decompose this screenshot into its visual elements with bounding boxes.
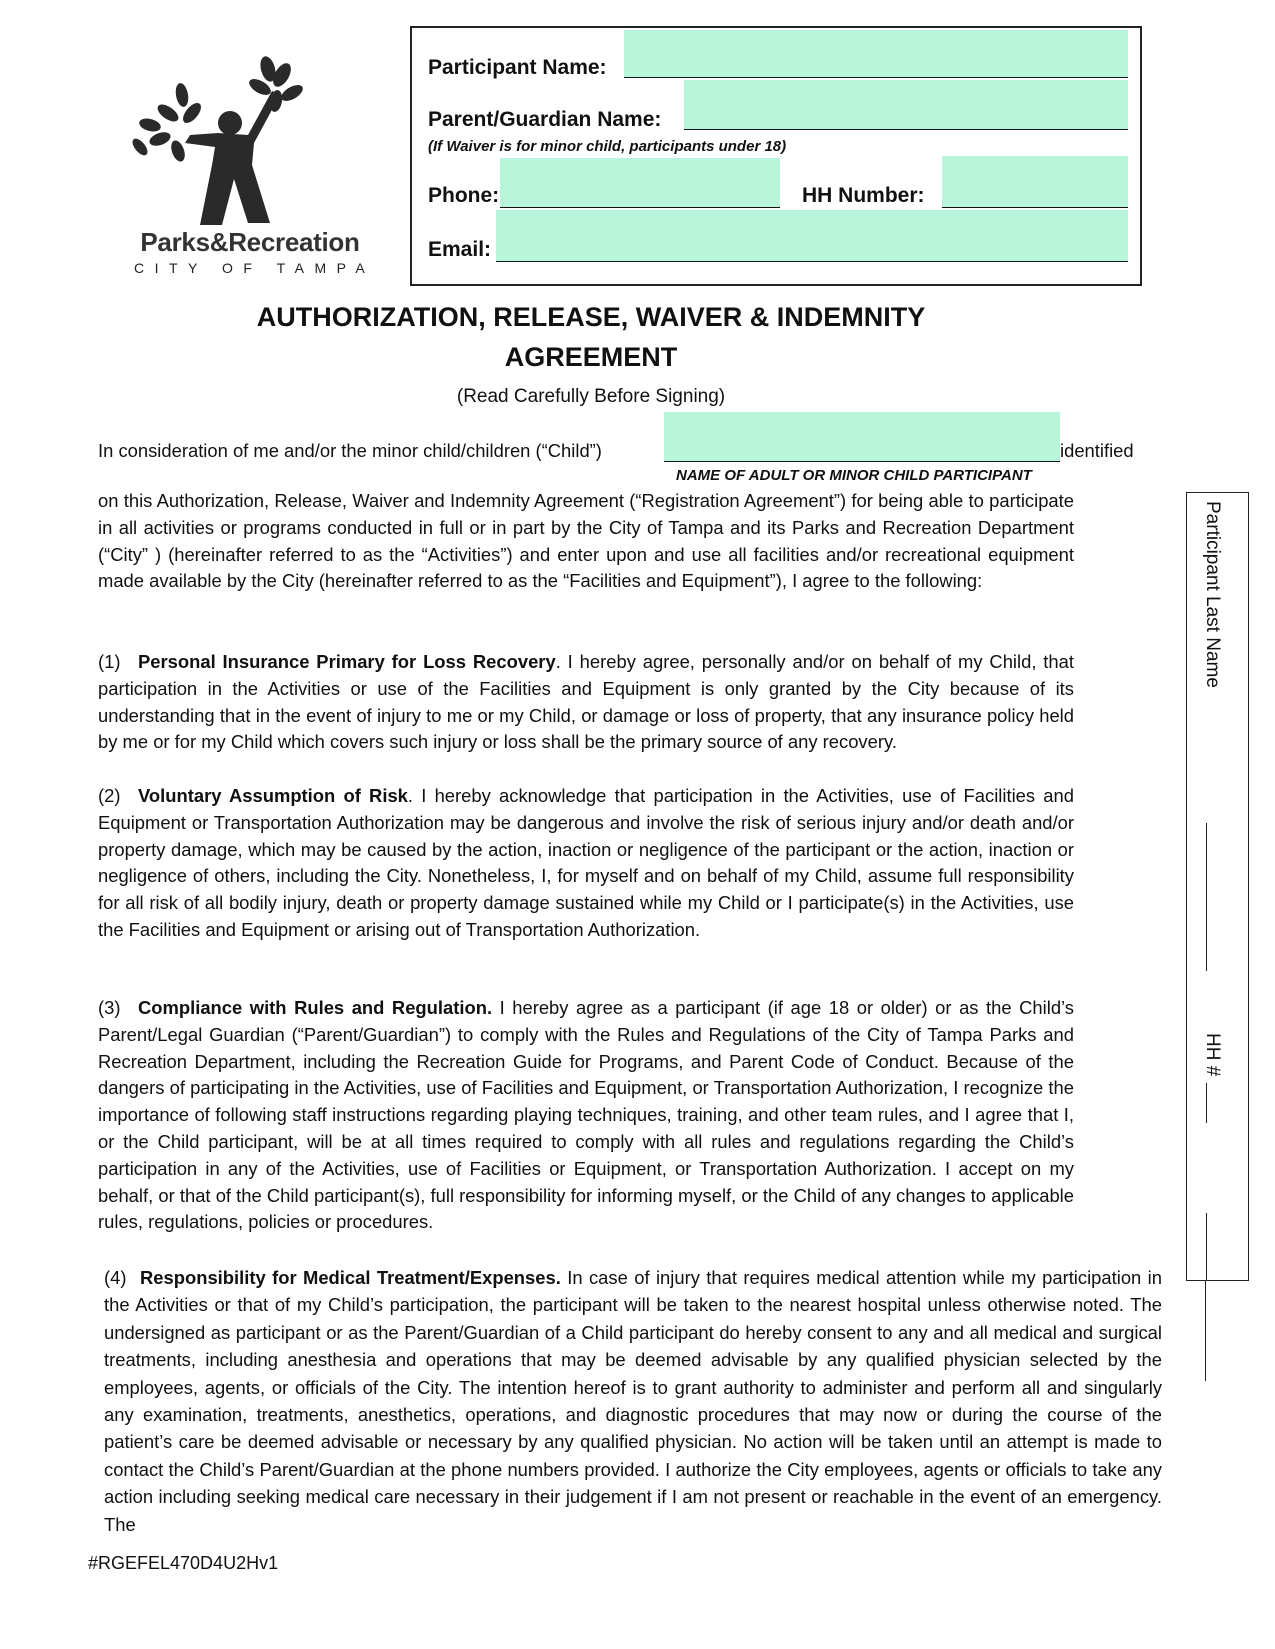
- side-divider-2: [1206, 1083, 1207, 1123]
- email-label: Email:: [428, 238, 492, 261]
- side-hh-label: HH #: [1202, 1033, 1223, 1077]
- tree-person-icon: [130, 55, 365, 230]
- section-4-heading: Responsibility for Medical Treatment/Expenses.: [140, 1267, 561, 1288]
- email-field[interactable]: [496, 210, 1128, 262]
- guardian-note: (If Waiver is for minor child, participants under 18): [428, 138, 787, 155]
- document-title-line2: AGREEMENT: [504, 342, 678, 372]
- hh-number-field[interactable]: [942, 156, 1128, 208]
- section-4-number: (4): [104, 1267, 127, 1288]
- section-2-text: . I hereby acknowledge that participation in the Activities, use of Facilities and Equipment or Transportation Authorization may be dangerous and involve the risk of serious injury and/or death and/or property damage, which may be caused by the action, inaction or negligence of the participant or the action, inaction or negligence of others, including the City. Nonetheless, I, for myself and on behalf of my Child, assume full responsibility for all risk of all bodily injury, death or property damage sustained while my Child or I participate(s) in the Activities, use the Facilities and Equipment or arising out of Transportation Authorization.: [98, 785, 1074, 940]
- intro-paragraph: on this Authorization, Release, Waiver and Indemnity Agreement (“Registration Agreement”) for being able to participate in all activities or programs conducted in full or in part by the City of Tampa and its Parks and Recreation Department (“City” ) (hereinafter referred to as the “Activities”) and enter upon and use all facilities and/or recreational equipment made available by the City (hereinafter referred to as the “Facilities and Equipment”), I agree to the following:: [98, 490, 1074, 592]
- phone-label: Phone:: [428, 184, 500, 207]
- side-last-name-label: Participant Last Name: [1202, 501, 1223, 688]
- document-subtitle: (Read Carefully Before Signing): [456, 386, 726, 407]
- section-1-heading: Personal Insurance Primary for Loss Recovery: [138, 651, 556, 672]
- section-3-number: (3): [98, 997, 121, 1018]
- section-4-text: In case of injury that requires medical attention while my participation in the Activities or that of my Child’s participation, the participant will be taken to the nearest hospital unless otherwise noted. The undersigned as participant or as the Parent/Guardian of a Child participant do hereby consent to any and all medical and surgical treatments, including anesthesia and operations that may be deemed advisable by any qualified physician selected by the employees, agents, or officials of the City. The intention hereof is to grant authority to administer and perform all and singularly any examination, treatments, anesthetics, operations, and diagnostic procedures that may now or during the course of the patient’s care be deemed advisable or necessary by any qualified physician. No action will be taken until an attempt is made to contact the Child’s Parent/Guardian at the phone numbers provided. I authorize the City employees, agents or officials to take any action including seeking medical care necessary in their judgement if I am not present or reachable in the event of an emergency. The: [104, 1267, 1162, 1535]
- form-code: #RGEFEL470D4U2Hv1: [88, 1553, 279, 1573]
- document-title-line1: AUTHORIZATION, RELEASE, WAIVER & INDEMNITY: [256, 302, 926, 332]
- side-divider-1: [1206, 823, 1207, 971]
- section-4: [104, 1264, 1162, 1538]
- section-3-heading: Compliance with Rules and Regulation.: [138, 997, 493, 1018]
- child-name-caption: NAME OF ADULT OR MINOR CHILD PARTICIPANT: [676, 467, 1032, 484]
- side-tail-line: [1205, 1281, 1206, 1381]
- side-label-strip: [1186, 492, 1249, 1281]
- guardian-name-label: Parent/Guardian Name:: [428, 108, 662, 131]
- section-1-number: (1): [98, 651, 121, 672]
- participant-info-box: [410, 26, 1142, 286]
- section-3-text: I hereby agree as a participant (if age 18 or older) or as the Child’s Parent/Legal Guardian (“Parent/Guardian”) to comply with the Rules and Regulations of the City of Tampa Parks and Recreation Department, including the Recreation Guide for Programs, and Parent Code of Conduct. Because of the dangers of participating in the Activities, use of Facilities and Equipment, or Transportation Authorization, I recognize the importance of following staff instructions regarding playing techniques, training, and other team rules, and I agree that I, or the Child participant, will be at all times required to comply with all rules and regulations regarding the Child’s participation in any of the Activities, use of Facilities or Equipment, or Transportation Authorization. I accept on my behalf, or that of the Child participant(s), full responsibility for informing myself, or the Child of any changes to applicable rules, regulations, policies or procedures.: [98, 997, 1074, 1233]
- child-name-field[interactable]: [664, 412, 1060, 462]
- logo-city: CITY OF TAMPA: [134, 260, 376, 276]
- intro-trail: identified: [1060, 440, 1134, 461]
- hh-number-label: HH Number:: [802, 184, 925, 207]
- section-2: [98, 783, 1074, 944]
- intro-lead: In consideration of me and/or the minor child/children (“Child”): [98, 440, 602, 461]
- section-3: [98, 995, 1074, 1236]
- guardian-name-field[interactable]: [684, 80, 1128, 130]
- side-divider-3: [1206, 1213, 1207, 1281]
- section-2-heading: Voluntary Assumption of Risk: [138, 785, 408, 806]
- parks-recreation-logo: [130, 55, 376, 280]
- logo-name: Parks&Recreation: [140, 227, 360, 257]
- participant-name-label: Participant Name:: [428, 56, 607, 79]
- participant-name-field[interactable]: [624, 30, 1128, 78]
- section-1-text: . I hereby agree, personally and/or on behalf of my Child, that participation in the Activities or use of the Facilities and Equipment is only granted by the City because of its understanding that in the event of injury to me or my Child, or damage or loss of property, that any insurance policy held by me or for my Child which covers such injury or loss shall be the primary source of any recovery.: [98, 651, 1074, 753]
- phone-field[interactable]: [500, 158, 780, 208]
- section-2-number: (2): [98, 785, 121, 806]
- section-1: [98, 649, 1074, 756]
